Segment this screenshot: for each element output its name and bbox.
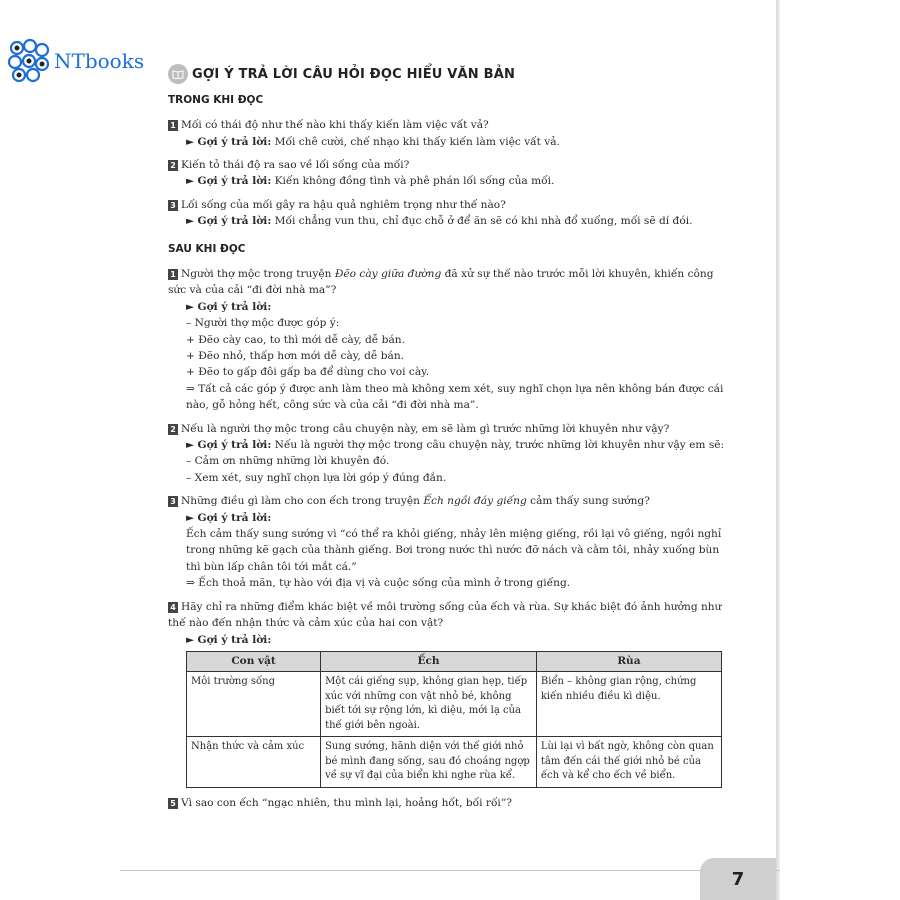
after-question-4 bbox=[168, 599, 728, 788]
table-header: Con vật bbox=[187, 651, 321, 671]
question-number: 3 bbox=[168, 496, 178, 507]
question-number: 2 bbox=[168, 424, 178, 435]
question-text: Nếu là người thợ mộc trong câu chuyện này, em sẽ làm gì trước những lời khuyên như vậy? bbox=[181, 422, 670, 435]
book-icon bbox=[168, 64, 188, 84]
answer-label: Gợi ý trả lời: bbox=[197, 633, 272, 646]
table-row bbox=[187, 737, 722, 788]
question-text: Kiến tỏ thái độ ra sao về lối sống của mối? bbox=[181, 159, 410, 172]
question-text: Vì sao con ếch “ngạc nhiên, thu mình lại, hoảng hốt, bối rối”? bbox=[181, 796, 512, 809]
table-header-row bbox=[187, 651, 722, 671]
answer-line: + Đẽo cày cao, to thì mới dễ cày, dễ bán. bbox=[186, 333, 405, 346]
answer: ► Gợi ý trả lời: Mối chê cười, chế nhạo khi thấy kiến làm việc vất vả. bbox=[186, 135, 560, 148]
page-title: GỢI Ý TRẢ LỜI CÂU HỎI ĐỌC HIỂU VĂN BẢN bbox=[192, 66, 516, 82]
answer-text: Mối chẳng vun thu, chỉ đục chỗ ở để ăn sẽ có khi nhà đổ xuống, mối sẽ dí đói. bbox=[271, 215, 693, 228]
answer: ► Gợi ý trả lời: Mối chẳng vun thu, chỉ đục chỗ ở để ăn sẽ có khi nhà đổ xuống, mối sẽ dí đói. bbox=[186, 215, 693, 228]
answer-line: – Người thợ mộc được góp ý: bbox=[186, 317, 340, 330]
table-row bbox=[187, 672, 722, 737]
answer-label: Gợi ý trả lời: bbox=[197, 215, 272, 228]
during-reading-title: TRONG KHI ĐỌC bbox=[168, 94, 264, 106]
answer-line: – Cảm ơn những những lời khuyên đó. bbox=[186, 455, 390, 468]
after-question-1 bbox=[168, 266, 728, 414]
question-number: 2 bbox=[168, 160, 178, 171]
story-title: Ếch ngồi đáy giếng bbox=[423, 495, 527, 508]
brand-logo bbox=[6, 38, 144, 84]
answer-label: Gợi ý trả lời: bbox=[197, 511, 272, 524]
answer-label: Gợi ý trả lời: bbox=[197, 175, 272, 188]
answer-text: Nếu là người thợ mộc trong câu chuyện này, trước những lời khuyên như vậy em sẽ: bbox=[271, 439, 725, 452]
question-number: 4 bbox=[168, 602, 178, 613]
question-number: 3 bbox=[168, 200, 178, 211]
answer: ► Gợi ý trả lời: bbox=[186, 300, 272, 313]
answer: ► Gợi ý trả lời: Nếu là người thợ mộc trong câu chuyện này, trước những lời khuyên như vậy em sẽ: bbox=[186, 439, 725, 452]
answer-line: + Đẽo nhỏ, thấp hơn mới dễ cày, dễ bán. bbox=[186, 350, 405, 362]
page-footer-rule bbox=[120, 870, 780, 871]
table-cell: Biển – không gian rộng, chứng kiến nhiều điều kì diệu. bbox=[536, 672, 721, 737]
question-number: 1 bbox=[168, 120, 178, 131]
answer-line: ⇒ Tất cả các góp ý được anh làm theo mà không xem xét, suy nghĩ chọn lựa nên không bán được cái nào, gỗ hỏng hết, công sức và của cải “đi đời nhà ma”. bbox=[186, 382, 724, 412]
table-cell: Lùi lại vì bất ngờ, không còn quan tâm đến cái thế giới nhỏ bé của ếch và kể cho ếch về biển. bbox=[536, 737, 721, 788]
story-title: Đẽo cày giữa đường bbox=[334, 267, 442, 280]
answer-label: Gợi ý trả lời: bbox=[197, 135, 272, 148]
after-question-5 bbox=[168, 795, 728, 811]
question-text: cảm thấy sung sướng? bbox=[526, 495, 650, 508]
table-header: Rùa bbox=[536, 651, 721, 671]
ntbooks-logo-icon bbox=[6, 38, 52, 84]
answer-text: Mối chê cười, chế nhạo khi thấy kiến làm việc vất vả. bbox=[271, 135, 560, 148]
table-cell: Nhận thức và cảm xúc bbox=[187, 737, 321, 788]
brand-name: NTbooks bbox=[54, 49, 145, 73]
answer: ► Gợi ý trả lời: Kiến không đồng tình và phê phán lối sống của mối. bbox=[186, 175, 555, 188]
during-question-3 bbox=[168, 197, 728, 230]
answer-label: Gợi ý trả lời: bbox=[197, 439, 272, 452]
question-number: 5 bbox=[168, 798, 178, 809]
question-text: Những điều gì làm cho con ếch trong truyện bbox=[181, 495, 424, 508]
answer-line: ⇒ Ếch thoả mãn, tự hào với địa vị và cuộc sống của mình ở trong giếng. bbox=[186, 577, 571, 590]
table-cell: Môi trường sống bbox=[187, 672, 321, 737]
answer-line: – Xem xét, suy nghĩ chọn lựa lời góp ý đúng đắn. bbox=[186, 471, 447, 484]
page-number: 7 bbox=[700, 858, 776, 900]
table-cell: Sung sướng, hãnh diện với thế giới nhỏ bé mình đang sống, sau đó choáng ngợp về sự vĩ đại của biển khi nghe rùa kể. bbox=[321, 737, 537, 788]
during-question-2 bbox=[168, 157, 728, 190]
table-header: Ếch bbox=[321, 651, 537, 671]
question-text: Hãy chỉ ra những điểm khác biệt về môi trường sống của ếch và rùa. Sự khác biệt đó ảnh hưởng như thế nào đến nhận thức và cảm xúc của hai con vật? bbox=[168, 600, 722, 630]
answer-label: Gợi ý trả lời: bbox=[197, 300, 272, 313]
answer: ► Gợi ý trả lời: bbox=[186, 633, 272, 646]
during-question-1 bbox=[168, 117, 728, 150]
answer: ► Gợi ý trả lời: bbox=[186, 511, 272, 524]
answer-line: + Đẽo to gấp đôi gấp ba để dùng cho voi cày. bbox=[186, 366, 430, 379]
question-number: 1 bbox=[168, 269, 178, 280]
table-cell: Một cái giếng sụp, không gian hẹp, tiếp xúc với những con vật nhỏ bé, không biết tới sự rộng lớn, kì diệu, mới lạ của thế giới bên ngoài. bbox=[321, 672, 537, 737]
answer-line: Ếch cảm thấy sung sướng vì “có thể ra khỏi giếng, nhảy lên miệng giếng, rồi lại vô giếng, ngồi nghỉ trong những kẽ gạch của thành giếng. Bơi trong nước thì nước đỡ nách và cằm tôi, nhảy xuống bùn thì bùn lấp chân tôi tới mắt cá.” bbox=[186, 528, 722, 573]
page-content bbox=[168, 92, 728, 818]
question-text: đã xử sự thế nào trước mỗi lời khuyên, khiến công sức và của cải “đi đời nhà ma”? bbox=[168, 267, 714, 297]
after-reading-title: SAU KHI ĐỌC bbox=[168, 242, 246, 255]
question-text: Người thợ mộc trong truyện bbox=[181, 267, 335, 280]
section-header bbox=[168, 64, 515, 84]
after-question-3 bbox=[168, 493, 728, 591]
question-text: Lối sống của mối gây ra hậu quả nghiêm trọng như thế nào? bbox=[181, 198, 506, 211]
page-edge bbox=[776, 0, 780, 900]
after-question-2 bbox=[168, 421, 728, 487]
question-text: Mối có thái độ như thế nào khi thấy kiến làm việc vất vả? bbox=[181, 119, 489, 132]
comparison-table bbox=[186, 651, 722, 788]
answer-text: Kiến không đồng tình và phê phán lối sống của mối. bbox=[271, 175, 555, 188]
